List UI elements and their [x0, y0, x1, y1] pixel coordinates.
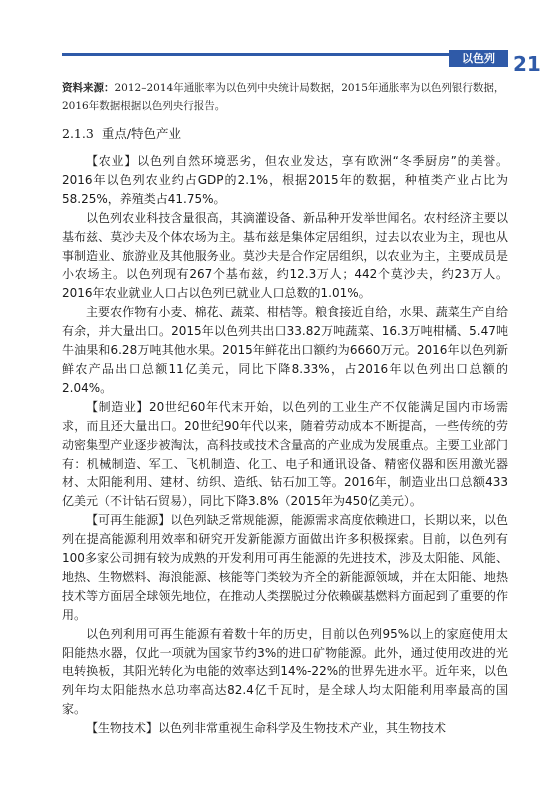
source-note-text: 2012–2014年通胀率为以色列中央统计局数据，2015年通胀率为以色列银行数据，2016年数据根据以色列央行报告。 — [62, 82, 505, 112]
header-rule — [62, 53, 508, 56]
paragraph-renewable-energy: 【可再生能源】以色列缺乏常规能源，能源需求高度依赖进口，长期以来，以色列在提高能源利用效率和研究开发新能源方面做出许多积极探索。目前，以色列有100多家公司拥有较为成熟的开发利用可再生能源的先进技术，涉及太阳能、风能、地热、生物燃料、海浪能源、核能等门类较为齐全的新能源领域，并在太阳能、地热技术等方面居全球领先地位，在推动人类摆脱过分依赖碳基燃料方面起到了重要的作用。 — [62, 513, 508, 622]
paragraph-biotech: 【生物技术】以色列非常重视生命科学及生物技术产业，其生物技术 — [86, 721, 447, 736]
body-text — [62, 152, 508, 738]
section-heading — [62, 125, 508, 143]
section-number: 2.1.3 — [62, 126, 94, 141]
paragraph-manufacturing: 【制造业】20世纪60年代末开始，以色列的工业生产不仅能满足国内市场需求，而且还大量出口。20世纪90年代以来，随着劳动成本不断提高，一些传统的劳动密集型产业逐步被淘汰，高科技或技术含量高的产业成为发展重点。主要工业部门有：机械制造、军工、飞机制造、化工、电子和通讯设备、精密仪器和医用激光器材、太阳能利用、建材、纺织、造纸、钻石加工等。2016年，制造业出口总额433亿美元（不计钻石贸易），同比下降3.8%（2015年为450亿美元）。 — [62, 399, 508, 509]
running-header-country: 以色列 — [462, 52, 495, 65]
paragraph-crops: 主要农作物有小麦、棉花、蔬菜、柑桔等。粮食接近自给，水果、蔬菜生产自给有余，并大量出口。2015年以色列共出口33.82万吨蔬菜、16.3万吨柑橘、5.47吨牛油果和6.28万吨其他水果。2015年鲜花出口额约为6660万元。2016年以色列新鲜农产品出口总额11亿美元，同比下降8.33%，占2016年以色列出口总额的2.04%。 — [62, 305, 508, 395]
section-title: 重点/特色产业 — [101, 126, 182, 141]
page-number: 21 — [513, 52, 541, 76]
source-note — [62, 79, 508, 115]
paragraph-solar: 以色列利用可再生能源有着数十年的历史，目前以色列95%以上的家庭使用太阳能热水器，仅此一项就为国家节约3%的进口矿物能源。此外，通过使用改进的光电转换板，其阳光转化为电能的效率达到14%-22%的世界先进水平。近年来，以色列年均太阳能热水总功率高达82.4亿千瓦时，是全球人均太阳能利用率最高的国家。 — [62, 626, 508, 717]
paragraph-agriculture: 【农业】以色列自然环境恶劣，但农业发达，享有欧洲“冬季厨房”的美誉。2016年以色列农业约占GDP的2.1%，根据2015年的数据，种植类产业占比为58.25%，养殖类占41.75%。 — [62, 154, 508, 206]
paragraph-agri-tech: 以色列农业科技含量很高，其滴灌设备、新品种开发举世闻名。农村经济主要以基布兹、莫沙夫及个体农场为主。基布兹是集体定居组织，过去以农业为主，现也从事制造业、旅游业及其他服务业。莫沙夫是合作定居组织，以农业为主，主要成员是小农场主。以色列现有267个基布兹，约12.3万人；442个莫沙夫，约23万人。2016年农业就业人口占以色列已就业人口总数的1.01%。 — [62, 210, 508, 301]
source-note-label: 资料来源： — [62, 82, 115, 94]
